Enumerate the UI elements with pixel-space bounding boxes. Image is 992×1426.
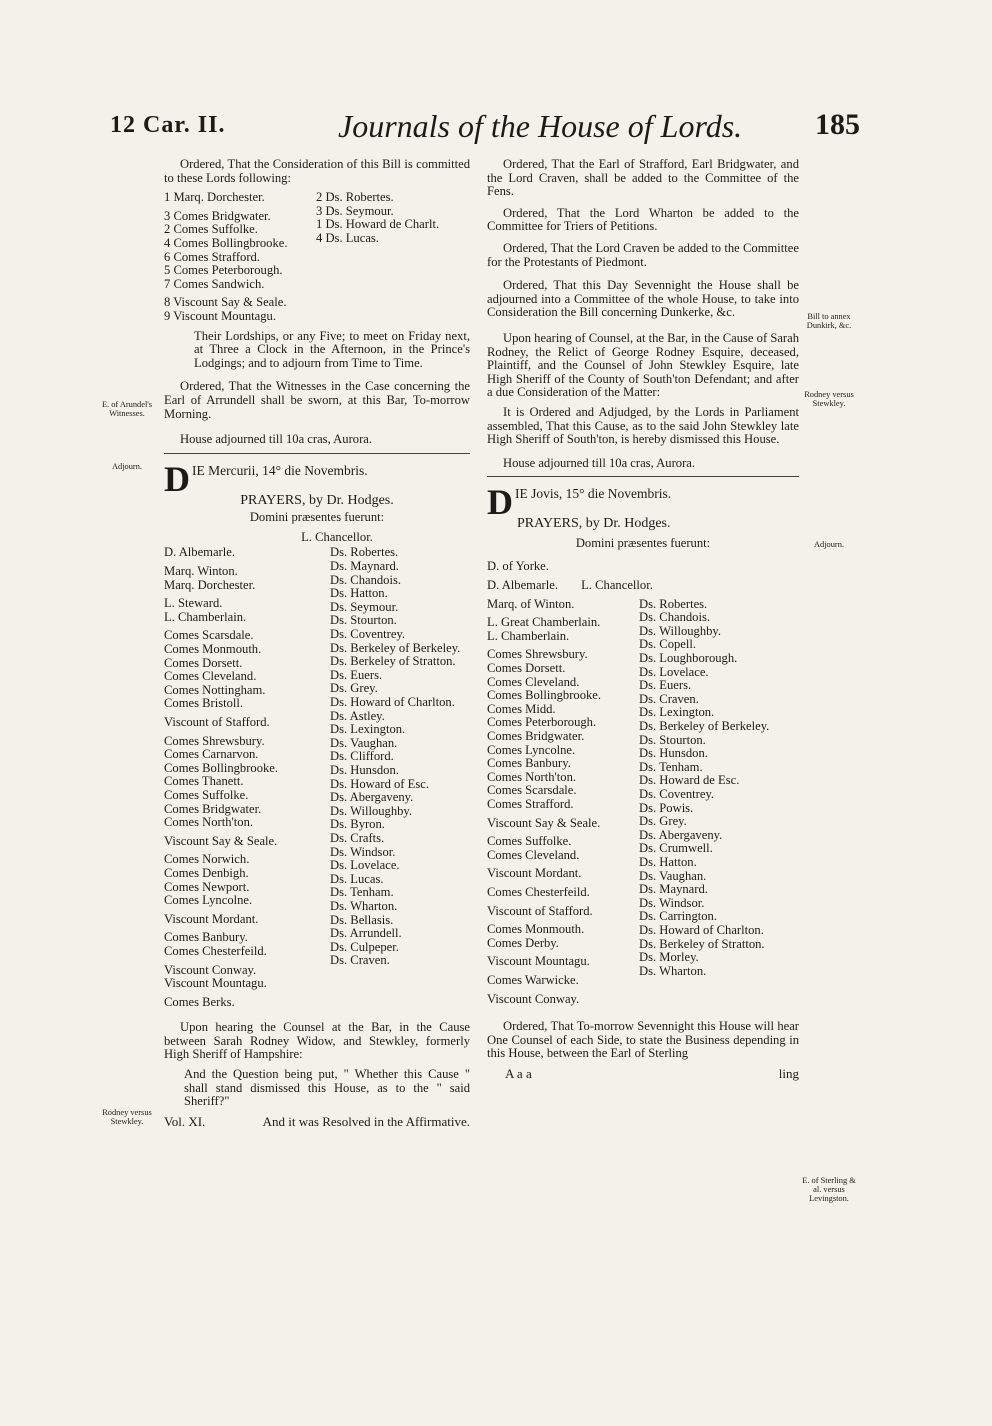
lord-name: 4 Ds. Lucas. bbox=[316, 230, 379, 245]
lord-name: Ds. Windsor. bbox=[639, 895, 705, 910]
lord-name: Ds. Clifford. bbox=[330, 749, 394, 764]
lord-name: 1 Marq. Dorchester. bbox=[164, 190, 265, 205]
margin-note-rodney: Rodney versus Stewkley. bbox=[102, 1108, 152, 1126]
lord-name: Ds. Grey. bbox=[639, 814, 687, 829]
albemarle: D. Albemarle. bbox=[487, 578, 558, 593]
albemarle-chancellor bbox=[487, 579, 799, 593]
lord-name: Comes Derby. bbox=[487, 935, 559, 950]
lord-name: Ds. Culpeper. bbox=[330, 939, 399, 954]
lord-name: Ds. Willoughby. bbox=[639, 623, 722, 638]
domini-line: Domini præsentes fuerunt: bbox=[575, 535, 711, 550]
prayers: PRAYERS, by Dr. Hodges. bbox=[240, 492, 394, 508]
lord-name: Ds. Hunsdon. bbox=[639, 746, 708, 761]
chancellor: L. Chancellor. bbox=[301, 529, 373, 544]
lord-name: Comes Strafford. bbox=[487, 796, 574, 811]
lord-name: Ds. Craven. bbox=[639, 691, 699, 706]
york: D. of Yorke. bbox=[487, 559, 549, 574]
lord-name: Ds. Lexington. bbox=[639, 705, 715, 720]
lords-present bbox=[487, 598, 799, 1006]
lord-name: Ds. Stourton. bbox=[639, 732, 706, 747]
lord-name: Ds. Robertes. bbox=[639, 596, 708, 611]
lord-name: Ds. Byron. bbox=[330, 817, 385, 832]
lord-name: Comes Denbigh. bbox=[164, 865, 249, 880]
committee-list-b bbox=[316, 191, 470, 323]
lord-name: Comes Lyncolne. bbox=[487, 742, 576, 757]
lord-name: Ds. Wharton. bbox=[639, 963, 707, 978]
lord-name: Ds. Lovelace. bbox=[639, 664, 709, 679]
lord-name: Comes Cleveland. bbox=[164, 669, 257, 684]
lord-name: Comes Monmouth. bbox=[487, 922, 585, 937]
lord-name: Ds. Berkeley of Berkeley. bbox=[330, 640, 461, 655]
margin-note-adjourn: Adjourn. bbox=[111, 462, 142, 471]
lord-name: 2 Ds. Robertes. bbox=[316, 190, 394, 205]
page-number: 185 bbox=[815, 108, 860, 141]
question-put: And the Question being put, " Whether this Cause " shall stand dismissed this House, as to the " said Sheriff?" bbox=[184, 1067, 470, 1109]
lord-name: Ds. Euers. bbox=[639, 678, 692, 693]
lord-name: Comes Thanett. bbox=[164, 774, 244, 789]
order-dunkirk: Ordered, That this Day Sevennight the House shall be adjourned into a Committee of the whole House, to take into Consideration the Bill concerning Dunkerke, &c. bbox=[487, 278, 799, 320]
lord-name: Comes Suffolke. bbox=[487, 834, 572, 849]
lord-name: Ds. Berkeley of Stratton. bbox=[330, 654, 456, 669]
lord-name: Ds. Berkeley of Stratton. bbox=[639, 936, 765, 951]
rodney-judgment: It is Ordered and Adjudged, by the Lords in Parliament assembled, That this Cause, as to the said John Stewkley late High Sheriff of South'ton, is hereby dismissed this House. bbox=[487, 404, 799, 447]
lord-name: Ds. Windsor. bbox=[330, 844, 396, 859]
lord-name: Ds. Copell. bbox=[639, 637, 697, 652]
lord-name: L. Great Chamberlain. bbox=[487, 615, 601, 630]
divider bbox=[487, 476, 799, 477]
lord-name: Viscount Mordant. bbox=[164, 911, 259, 926]
lords-present-b bbox=[330, 546, 470, 1009]
lord-name: Ds. Morley. bbox=[639, 950, 699, 965]
meeting-arrangement: Their Lordships, or any Five; to meet on Friday next, at Three a Clock in the Afternoon, in the Prince's Lodgings; and to adjourn from Time to Time. bbox=[194, 328, 470, 370]
order-witnesses: Ordered, That the Witnesses in the Case concerning the Earl of Arrundell shall be sworn, at this Bar, To-morrow Morning. bbox=[164, 379, 470, 421]
lord-name: 5 Comes Peterborough. bbox=[164, 263, 283, 278]
lord-name: Viscount Mordant. bbox=[487, 866, 582, 881]
lord-name: Comes Dorsett. bbox=[487, 661, 566, 676]
lord-name: Comes Scarsdale. bbox=[164, 628, 254, 643]
lord-name: Ds. Howard de Esc. bbox=[639, 773, 740, 788]
lord-name: Ds. Tenham. bbox=[639, 759, 703, 774]
lord-name: Comes Shrewsbury. bbox=[487, 647, 588, 662]
lord-name: Comes Bridgwater. bbox=[164, 801, 262, 816]
lord-name: Ds. Powis. bbox=[639, 800, 694, 815]
lord-name: Ds. Coventrey. bbox=[330, 627, 406, 642]
signature-mark: A a a bbox=[505, 1065, 532, 1081]
lord-name: Comes Bristoll. bbox=[164, 696, 244, 711]
lord-name: Comes Chesterfeild. bbox=[164, 943, 267, 958]
lord-name: Ds. Robertes. bbox=[330, 545, 399, 560]
lord-name: 8 Viscount Say & Seale. bbox=[164, 295, 287, 310]
chancellor: L. Chancellor. bbox=[581, 578, 653, 593]
lord-name: 7 Comes Sandwich. bbox=[164, 276, 265, 291]
lord-name: Ds. Howard of Charlton. bbox=[330, 695, 455, 709]
lord-name: Comes Cleveland. bbox=[487, 674, 580, 689]
lord-name: Viscount of Stafford. bbox=[164, 715, 270, 729]
lord-name: 4 Comes Bollingbrooke. bbox=[164, 235, 288, 250]
rodney-hearing: Upon hearing the Counsel at the Bar, in the Cause between Sarah Rodney Widow, and Stewkley, formerly High Sheriff of Hampshire: bbox=[164, 1020, 470, 1062]
lord-name: Ds. Tenham. bbox=[330, 885, 394, 900]
order-sterling: Ordered, That To-morrow Sevennight this House will hear One Counsel of each Side, to state the Business depending in this House, between the Earl of Sterling bbox=[487, 1019, 799, 1061]
lord-name: Comes Dorsett. bbox=[164, 655, 243, 670]
lord-name: Comes Warwicke. bbox=[487, 972, 579, 987]
right-column bbox=[487, 158, 799, 1080]
left-column bbox=[164, 158, 470, 1128]
lord-name: Ds. Arrundell. bbox=[330, 926, 402, 941]
lord-name: Comes Bollingbrooke. bbox=[164, 760, 279, 775]
committee-list-a bbox=[164, 191, 316, 323]
lord-name: Comes Bridgwater. bbox=[487, 729, 585, 743]
lord-name: Ds. Lovelace. bbox=[330, 858, 400, 873]
lord-name: Comes Cleveland. bbox=[487, 847, 580, 862]
lord-name: Ds. Vaughan. bbox=[330, 735, 398, 750]
lord-name: Ds. Stourton. bbox=[330, 613, 397, 628]
lords-present-a bbox=[164, 546, 324, 1009]
lord-name: Ds. Crafts. bbox=[330, 830, 385, 845]
lord-name: Ds. Lexington. bbox=[330, 722, 406, 737]
lord-name: Comes Bollingbrooke. bbox=[487, 688, 602, 703]
order-fens: Ordered, That the Earl of Strafford, Earl Bridgwater, and the Lord Craven, shall be added to the Committee of the Fens. bbox=[487, 157, 799, 199]
lord-name: Comes North'ton. bbox=[164, 815, 254, 830]
lord-name: Comes Nottingham. bbox=[164, 682, 266, 697]
order-piedmont: Ordered, That the Lord Craven be added to the Committee for the Protestants of Piedmont. bbox=[487, 240, 799, 269]
order-committee: Ordered, That the Consideration of this Bill is committed to these Lords following: bbox=[164, 157, 470, 185]
prayers: PRAYERS, by Dr. Hodges. bbox=[517, 516, 671, 532]
page-header bbox=[110, 108, 860, 148]
lord-name: Ds. Hatton. bbox=[639, 854, 697, 869]
lord-name: Ds. Chandois. bbox=[639, 610, 711, 625]
lord-name: Comes Newport. bbox=[164, 879, 250, 894]
drop-cap: D bbox=[164, 458, 190, 499]
lord-name: Ds. Howard of Esc. bbox=[330, 776, 429, 791]
lords-present-a bbox=[487, 598, 639, 1006]
lord-name: Ds. Hunsdon. bbox=[330, 762, 399, 777]
lord-name: Comes Carnarvon. bbox=[164, 747, 259, 762]
lord-name: Comes Scarsdale. bbox=[487, 783, 577, 798]
lord-name: Marq. of Winton. bbox=[487, 596, 575, 611]
lord-name: Ds. Howard of Charlton. bbox=[639, 922, 764, 937]
lord-name: Comes Lyncolne. bbox=[164, 893, 253, 908]
catchword: ling bbox=[778, 1065, 799, 1081]
lord-name: Ds. Lucas. bbox=[330, 871, 384, 886]
lord-name: Comes Shrewsbury. bbox=[164, 733, 265, 748]
divider bbox=[164, 453, 470, 454]
lord-name: Ds. Maynard. bbox=[639, 882, 708, 897]
lords-present bbox=[164, 546, 470, 1009]
lord-name: Viscount Mountagu. bbox=[487, 954, 590, 969]
domini-line: Domini præsentes fuerunt: bbox=[249, 510, 385, 525]
lord-name: Viscount of Stafford. bbox=[487, 903, 593, 918]
lord-name: Ds. Bellasis. bbox=[330, 912, 394, 927]
order-triers: Ordered, That the Lord Wharton be added to the Committee for Triers of Petitions. bbox=[487, 205, 799, 234]
header-title: Journals of the House of Lords. bbox=[338, 108, 743, 144]
lord-name: Comes Norwich. bbox=[164, 852, 250, 867]
lord-name: Viscount Say & Seale. bbox=[164, 833, 278, 848]
day-heading bbox=[164, 458, 470, 499]
lord-name: Comes Midd. bbox=[487, 701, 556, 716]
lord-name: Ds. Wharton. bbox=[330, 898, 398, 913]
lord-name: L. Steward. bbox=[164, 596, 223, 611]
lord-name: Comes Peterborough. bbox=[487, 715, 597, 730]
lord-name: D. Albemarle. bbox=[164, 545, 235, 560]
lord-name: Comes Banbury. bbox=[164, 930, 248, 945]
margin-note-dunkirk: Bill to annex Dunkirk, &c. bbox=[806, 312, 852, 330]
lord-name: Ds. Coventrey. bbox=[639, 786, 715, 801]
lord-name: 2 Comes Suffolke. bbox=[164, 222, 258, 237]
lord-name: Ds. Hatton. bbox=[330, 586, 388, 601]
margin-note-rodney: Rodney versus Stewkley. bbox=[804, 390, 854, 408]
lord-name: Ds. Crumwell. bbox=[639, 841, 713, 856]
lord-name: Comes Chesterfeild. bbox=[487, 884, 590, 899]
left-footer bbox=[164, 1115, 470, 1129]
margin-note-sterling: E. of Sterling & al. versus Levingston. bbox=[802, 1176, 856, 1203]
volume-mark: Vol. XI. bbox=[164, 1113, 206, 1129]
lord-name: Comes Suffolke. bbox=[164, 787, 249, 802]
lord-name: Ds. Vaughan. bbox=[639, 868, 707, 883]
lord-name: Ds. Chandois. bbox=[330, 572, 402, 587]
lord-name: L. Chamberlain. bbox=[164, 609, 247, 624]
lord-name: Ds. Berkeley of Berkeley. bbox=[639, 719, 770, 733]
committee-list bbox=[164, 191, 470, 323]
lord-name: Ds. Euers. bbox=[330, 667, 383, 682]
lord-name: Ds. Craven. bbox=[330, 953, 390, 968]
lord-name: Marq. Dorchester. bbox=[164, 577, 256, 592]
lord-name: Ds. Seymour. bbox=[330, 599, 399, 614]
margin-note-arundel: E. of Arundel's Witnesses. bbox=[101, 400, 153, 418]
lord-name: 6 Comes Strafford. bbox=[164, 249, 260, 264]
resolved: And it was Resolved in the Affirmative. bbox=[262, 1113, 470, 1129]
lord-name: L. Chamberlain. bbox=[487, 628, 570, 643]
lord-name: Viscount Mountagu. bbox=[164, 976, 267, 991]
lord-name: Comes Berks. bbox=[164, 994, 235, 1009]
lord-name: Comes Monmouth. bbox=[164, 642, 262, 657]
day-date: IE Mercurii, 14° die Novembris. bbox=[192, 462, 368, 478]
lord-name: 9 Viscount Mountagu. bbox=[164, 308, 277, 323]
drop-cap: D bbox=[487, 482, 513, 523]
lord-name: Marq. Winton. bbox=[164, 564, 238, 579]
lord-name: Viscount Say & Seale. bbox=[487, 815, 601, 830]
lord-name: Ds. Maynard. bbox=[330, 559, 399, 574]
lord-name: Ds. Carrington. bbox=[639, 909, 718, 924]
lord-name: Comes Banbury. bbox=[487, 756, 571, 771]
rodney-hearing: Upon hearing of Counsel, at the Bar, in the Cause of Sarah Rodney, the Relict of George Rodney Esquire, deceased, Plaintiff, and the Counsel of John Stewkley Esquire, late High Sheriff of the County of South'ton Defendant; and after a due Consideration of the Matter: bbox=[487, 330, 799, 400]
day-date: IE Jovis, 15° die Novembris. bbox=[515, 486, 672, 502]
lord-name: Comes North'ton. bbox=[487, 769, 577, 784]
lords-present-b bbox=[639, 598, 799, 1006]
right-footer bbox=[487, 1067, 799, 1081]
header-regnal-year: 12 Car. II. bbox=[110, 112, 226, 138]
lord-name: 3 Ds. Seymour. bbox=[316, 203, 394, 218]
lord-name: 3 Comes Bridgwater. bbox=[164, 208, 271, 223]
lord-name: Ds. Abergaveny. bbox=[639, 827, 723, 842]
margin-note-adjourn: Adjourn. bbox=[813, 540, 844, 549]
lord-name: Viscount Conway. bbox=[164, 962, 257, 977]
adjournment: House adjourned till 10a cras, Aurora. bbox=[180, 432, 372, 447]
lord-name: Ds. Abergaveny. bbox=[330, 790, 414, 805]
lord-name: Ds. Loughborough. bbox=[639, 651, 738, 666]
lord-name: Ds. Astley. bbox=[330, 708, 385, 723]
day-heading bbox=[487, 482, 799, 523]
lord-name: Viscount Conway. bbox=[487, 991, 580, 1006]
lord-name: 1 Ds. Howard de Charlt. bbox=[316, 217, 440, 232]
lord-name: Ds. Willoughby. bbox=[330, 803, 413, 818]
adjournment: House adjourned till 10a cras, Aurora. bbox=[503, 455, 695, 470]
lord-name: Ds. Grey. bbox=[330, 681, 378, 696]
